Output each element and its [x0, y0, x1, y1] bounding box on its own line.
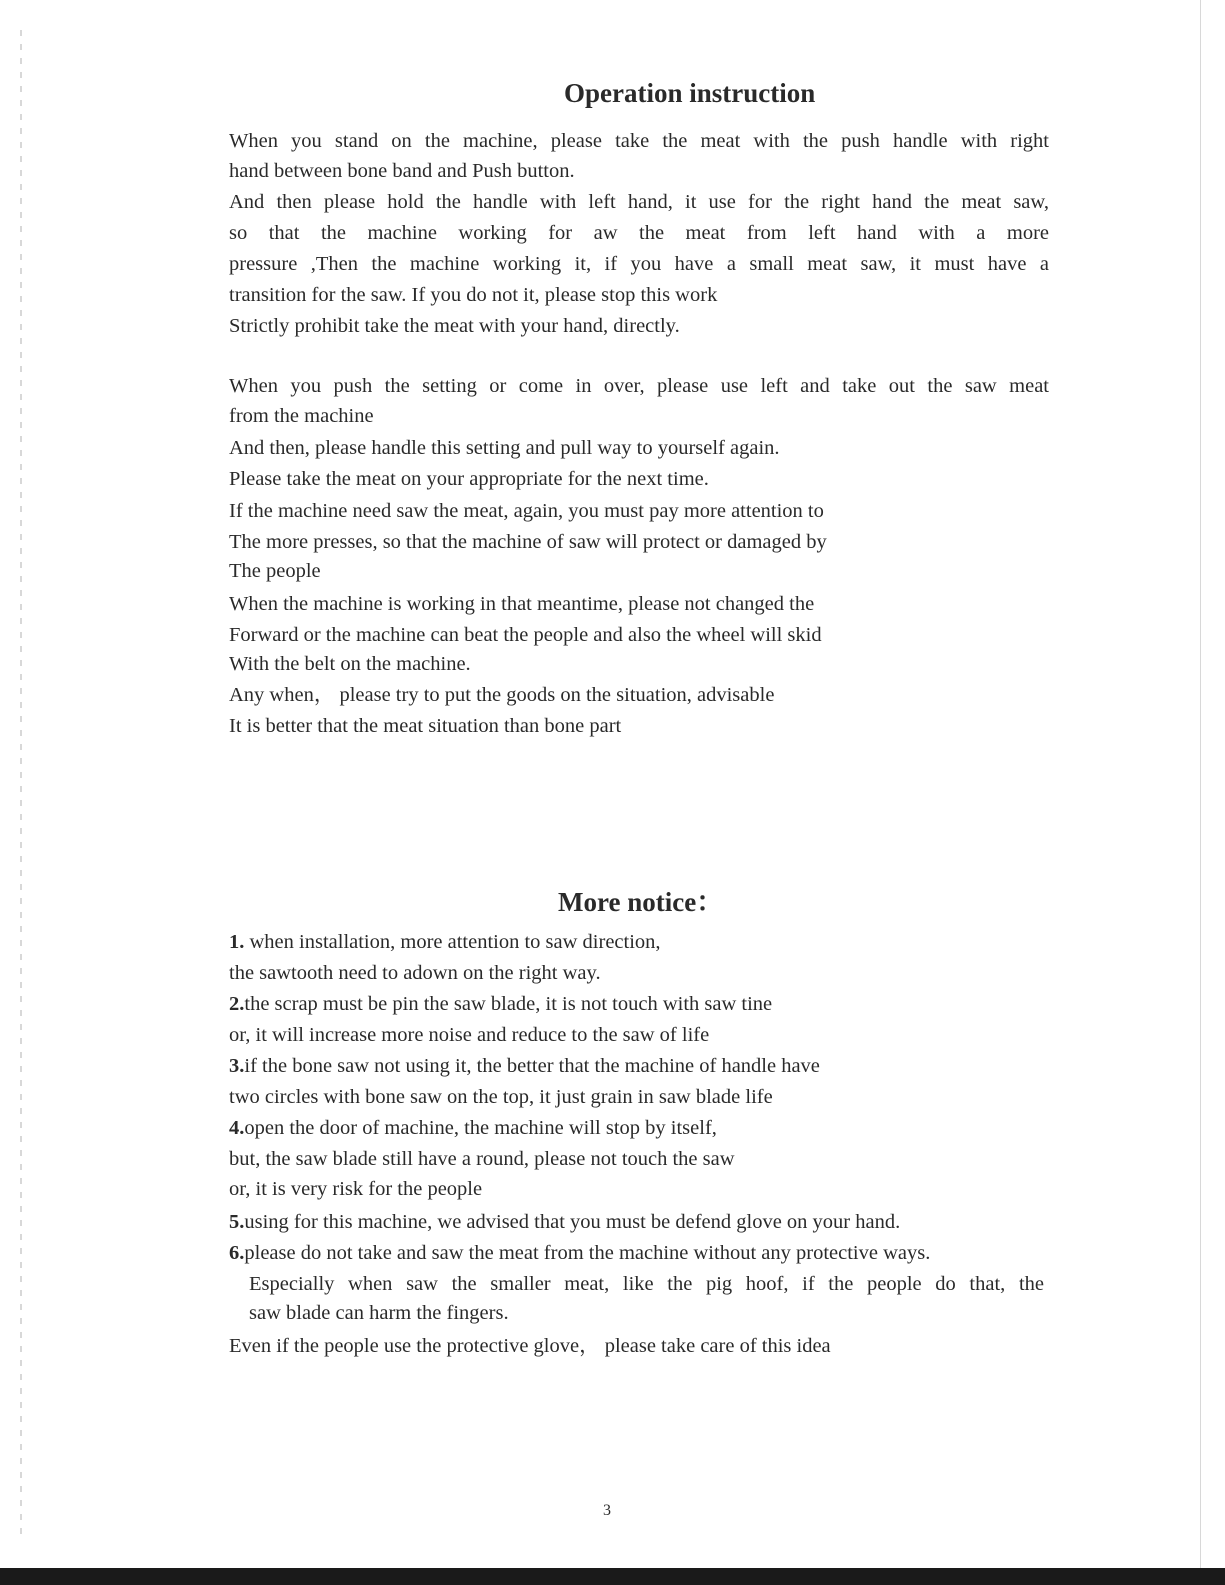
notice-text: but, the saw blade still have a round, please not touch the saw	[229, 1148, 735, 1170]
operation-line: When the machine is working in that meantime, please not changed the	[229, 593, 815, 615]
notice-text: if the bone saw not using it, the better that the machine of handle have	[244, 1055, 820, 1077]
operation-line: Forward or the machine can beat the people and also the wheel will skid	[229, 624, 822, 646]
operation-line: With the belt on the machine.	[229, 653, 471, 675]
notice-number: 2.	[229, 993, 245, 1015]
notice-text: Especially when saw the smaller meat, like the pig hoof, if the people do that, the	[249, 1273, 1044, 1295]
operation-line: If the machine need saw the meat, again, you must pay more attention to	[229, 500, 824, 522]
operation-line: Any when， please try to put the goods on the situation, advisable	[229, 684, 775, 706]
notice-line	[229, 991, 772, 1017]
scan-edge-bottom	[0, 1568, 1225, 1585]
notice-line	[229, 1053, 820, 1079]
operation-line: so that the machine working for aw the meat from left hand with a more	[229, 222, 1049, 244]
notice-text: or, it is very risk for the people	[229, 1178, 483, 1200]
notice-line	[229, 1022, 709, 1048]
notice-text: or, it will increase more noise and reduce to the saw of life	[229, 1024, 710, 1046]
notice-line	[229, 1084, 773, 1110]
notice-line	[249, 1271, 1044, 1297]
operation-line: from the machine	[229, 405, 374, 427]
notice-number: 4.	[229, 1117, 245, 1139]
notice-line	[229, 929, 661, 955]
notice-text: two circles with bone saw on the top, it just grain in saw blade life	[229, 1086, 773, 1108]
operation-line: It is better that the meat situation than bone part	[229, 715, 622, 737]
notice-line	[229, 1240, 930, 1266]
notice-number: 5.	[229, 1211, 245, 1233]
page-number: 3	[603, 1502, 611, 1519]
notice-line	[229, 1146, 735, 1172]
operation-line: Please take the meat on your appropriate for the next time.	[229, 468, 709, 490]
operation-line: And then, please handle this setting and pull way to yourself again.	[229, 437, 780, 459]
operation-line: When you stand on the machine, please take the meat with the push handle with right	[229, 130, 1049, 152]
notice-text: when installation, more attention to saw direction,	[244, 931, 661, 953]
operation-title: Operation instruction	[564, 78, 816, 108]
operation-line: transition for the saw. If you do not it, please stop this work	[229, 284, 718, 306]
notice-title: More notice：	[558, 887, 724, 917]
notice-text: the sawtooth need to adown on the right way.	[229, 962, 601, 984]
notice-line	[229, 960, 601, 986]
notice-text: Even if the people use the protective glove， please take care of this idea	[229, 1335, 831, 1357]
notice-line	[229, 1176, 482, 1202]
notice-line	[249, 1300, 509, 1326]
notice-line	[229, 1333, 831, 1359]
scan-edge-right	[1200, 0, 1201, 1585]
notice-text: using for this machine, we advised that you must be defend glove on your hand.	[244, 1211, 901, 1233]
operation-line: pressure ,Then the machine working it, if you have a small meat saw, it must have a	[229, 253, 1049, 275]
operation-line: The more presses, so that the machine of saw will protect or damaged by	[229, 531, 827, 553]
notice-text: please do not take and saw the meat from the machine without any protective ways.	[244, 1242, 931, 1264]
notice-number: 6.	[229, 1242, 245, 1264]
notice-number: 1.	[229, 931, 245, 953]
operation-line: And then please hold the handle with left hand, it use for the right hand the meat saw,	[229, 191, 1049, 213]
scan-edge-left	[20, 30, 22, 1540]
operation-line: When you push the setting or come in over, please use left and take out the saw meat	[229, 375, 1049, 397]
notice-text: the scrap must be pin the saw blade, it is not touch with saw tine	[244, 993, 773, 1015]
notice-text: open the door of machine, the machine will stop by itself,	[244, 1117, 717, 1139]
operation-line: The people	[229, 560, 321, 582]
operation-line: Strictly prohibit take the meat with your hand, directly.	[229, 315, 680, 337]
notice-number: 3.	[229, 1055, 245, 1077]
notice-line	[229, 1115, 717, 1141]
operation-line: hand between bone band and Push button.	[229, 160, 575, 182]
notice-line	[229, 1209, 900, 1235]
notice-text: saw blade can harm the fingers.	[249, 1302, 509, 1324]
